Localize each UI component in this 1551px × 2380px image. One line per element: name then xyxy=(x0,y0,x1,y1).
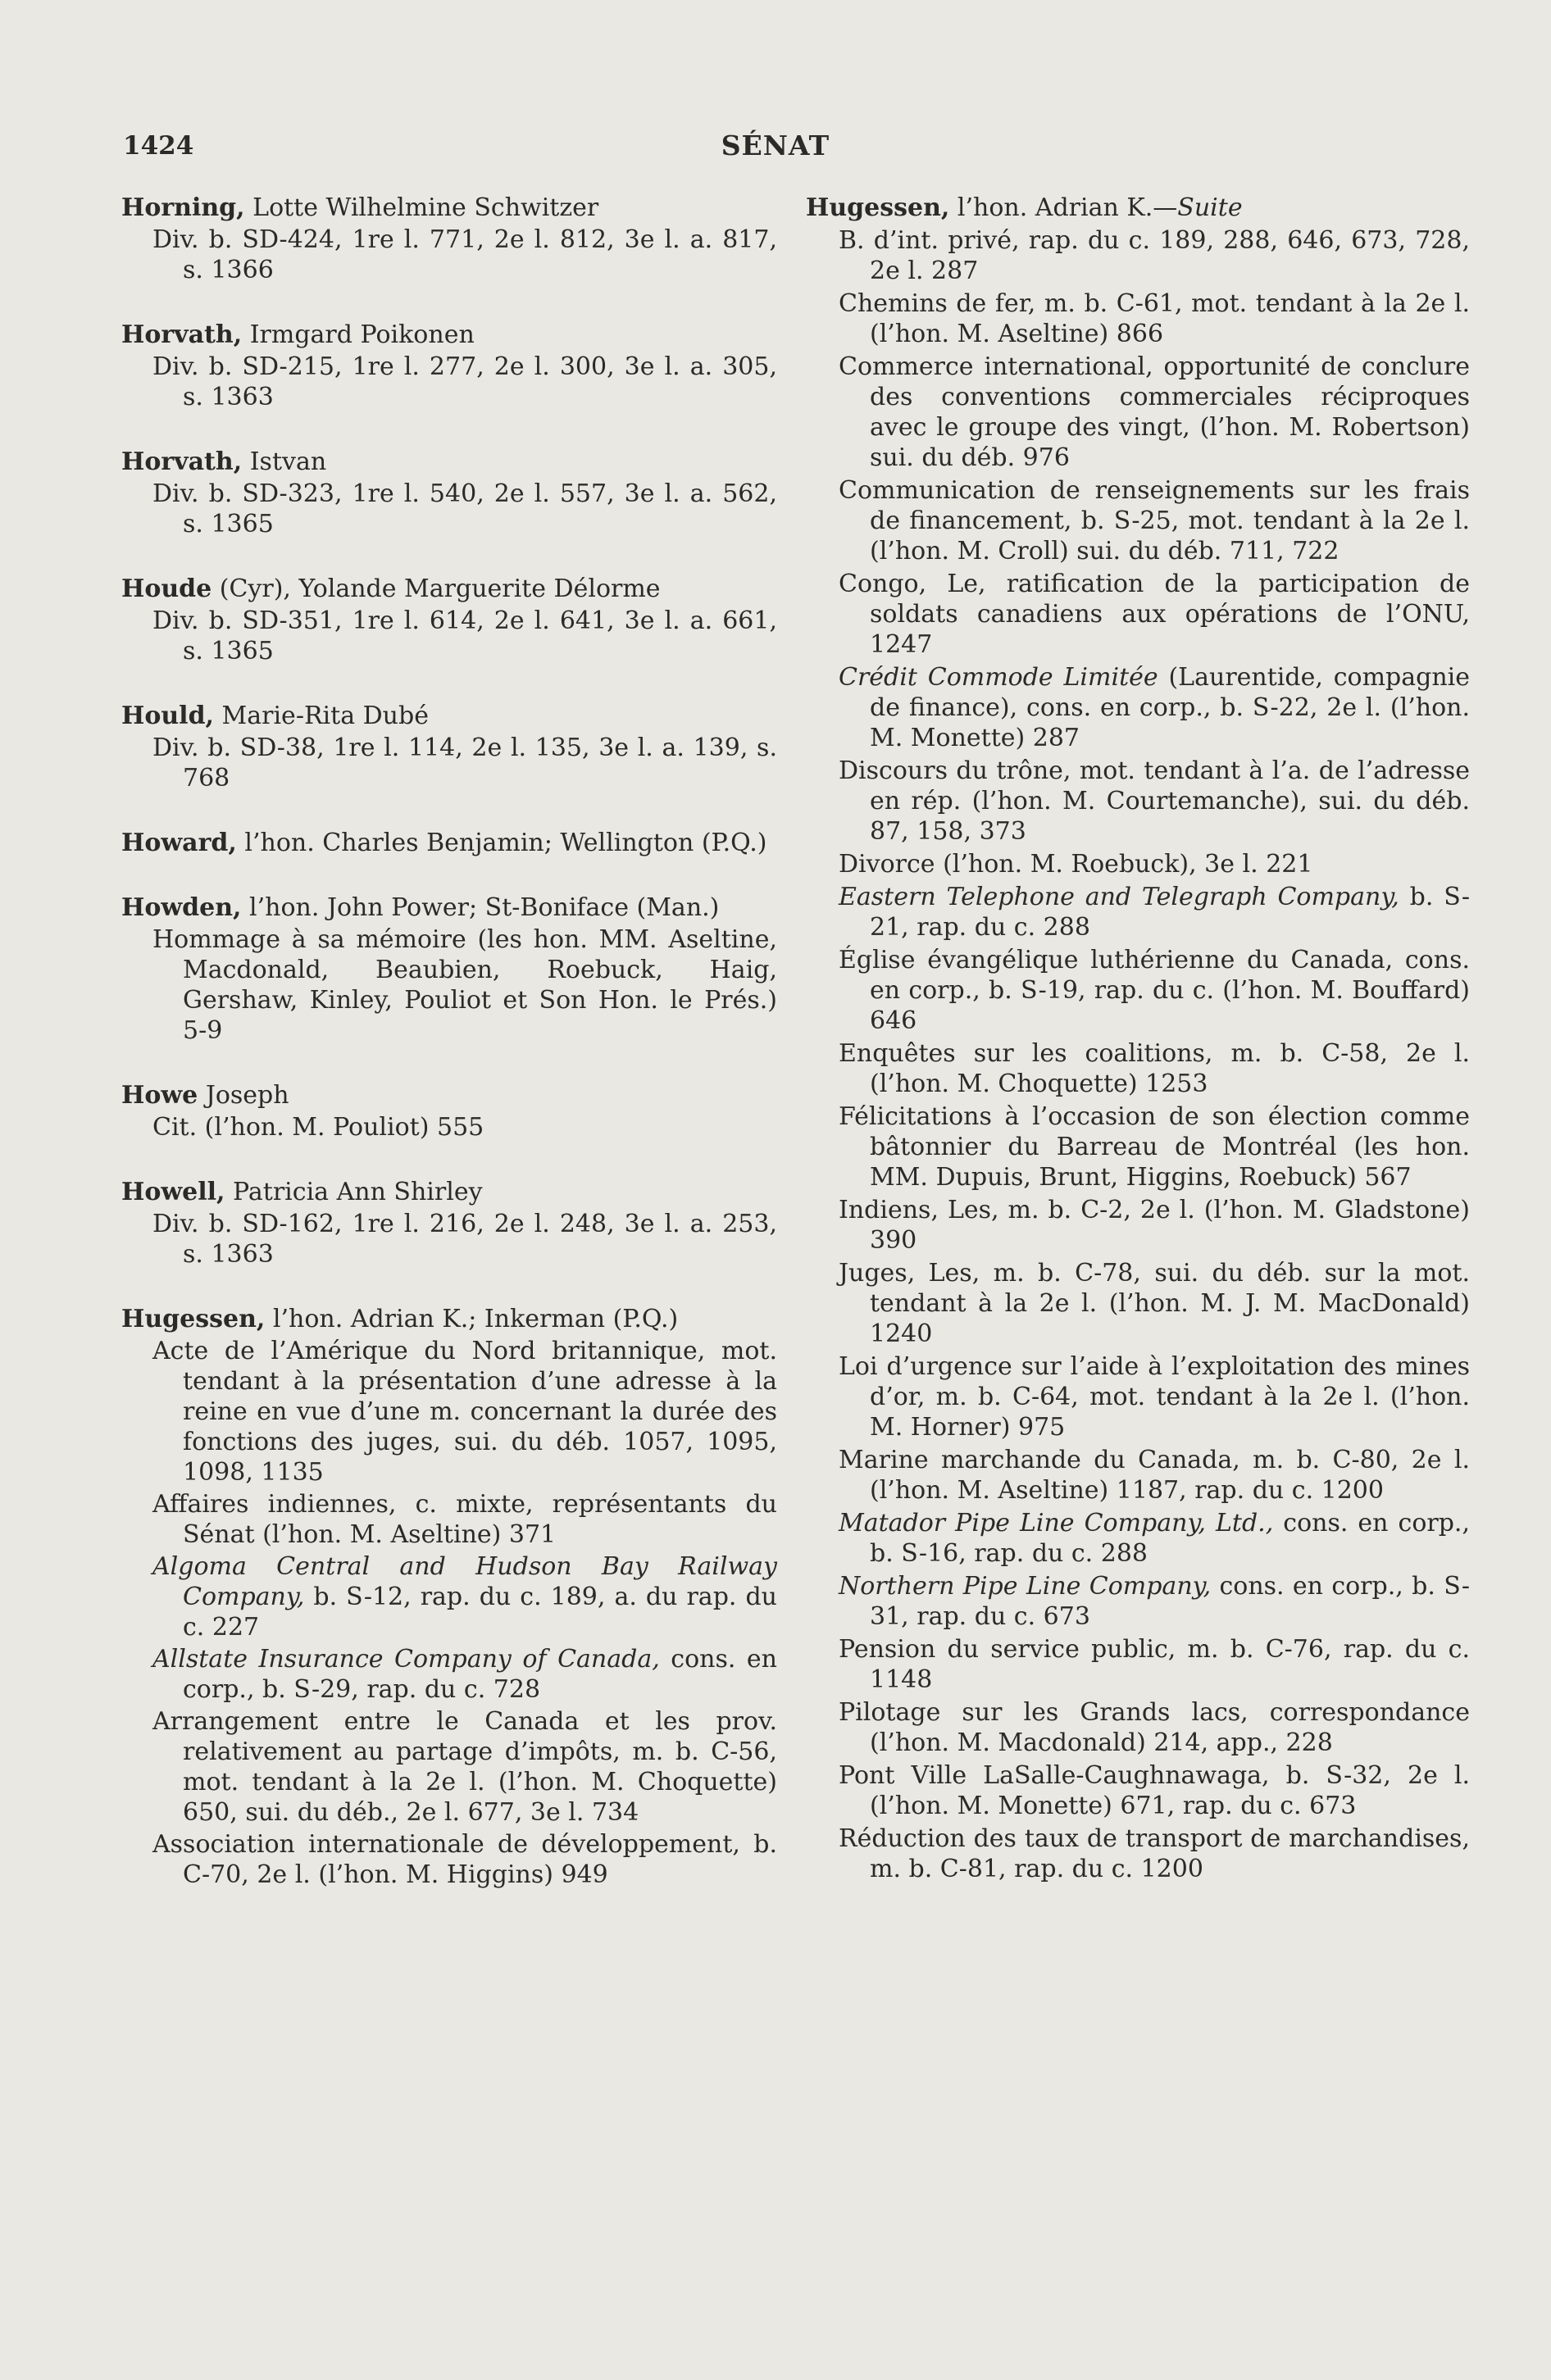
subentry-text: Divorce (l’hon. M. Roebuck), 3e l. 221 xyxy=(839,850,1313,879)
index-entry xyxy=(121,320,777,412)
subentry-text: Div. b. SD-162, 1re l. 216, 2e l. 248, 3e l. a. 253, s. 1363 xyxy=(152,1210,777,1269)
subentry-text: Affaires indiennes, c. mixte, représentants du Sénat (l’hon. M. Aseltine) 371 xyxy=(152,1490,777,1549)
entry-name: Howe xyxy=(121,1081,198,1110)
entry-heading xyxy=(121,1177,777,1207)
page-number: 1424 xyxy=(123,131,194,161)
entry-rest: Patricia Ann Shirley xyxy=(225,1178,483,1206)
entry-subentry xyxy=(121,1209,777,1269)
entry-subentry xyxy=(806,569,1470,660)
subentry-text: cons. en corp., b. S-31, rap. du c. 673 xyxy=(870,1572,1470,1631)
entry-rest: Joseph xyxy=(198,1081,289,1110)
subentry-text: Div. b. SD-351, 1re l. 614, 2e l. 641, 3e l. a. 661, s. 1365 xyxy=(152,606,777,665)
entry-name: Hould, xyxy=(121,702,214,730)
subentry-text: Communication de renseignements sur les frais de financement, b. S-25, mot. tendant à la 2e l. (l’hon. M. Croll) sui. du déb. 711, 722 xyxy=(839,476,1470,565)
subentry-italic-title: Algoma Central and Hudson Bay Railway Company, xyxy=(152,1552,777,1611)
entry-name: Howden, xyxy=(121,893,242,922)
entry-subentry xyxy=(121,1829,777,1890)
entry-heading xyxy=(121,574,777,604)
entry-subentry xyxy=(806,225,1470,286)
subentry-text: Div. b. SD-215, 1re l. 277, 2e l. 300, 3e l. a. 305, s. 1363 xyxy=(152,352,777,411)
entry-subentry xyxy=(806,882,1470,942)
entry-subentry xyxy=(121,225,777,285)
running-head: SÉNAT xyxy=(721,129,830,161)
subentry-text: Église évangélique luthérienne du Canada, cons. en corp., b. S-19, rap. du c. (l’hon. M. Bouffard) 646 xyxy=(839,946,1470,1035)
index-entry xyxy=(121,1080,777,1142)
entry-subentry xyxy=(806,352,1470,473)
subentry-italic-title: Northern Pipe Line Company, xyxy=(839,1572,1212,1601)
entry-heading xyxy=(121,828,777,858)
subentry-text: Arrangement entre le Canada et les prov. relativement au partage d’impôts, m. b. C-56, mot. tendant à la 2e l. (l’hon. M. Choquette) 650, sui. du déb., 2e l. 677, 3e l. 734 xyxy=(152,1707,777,1827)
subentry-text: Chemins de fer, m. b. C-61, mot. tendant à la 2e l. (l’hon. M. Aseltine) 866 xyxy=(839,289,1470,348)
subentry-text: Marine marchande du Canada, m. b. C-80, 2e l. (l’hon. M. Aseltine) 1187, rap. du c. 1200 xyxy=(839,1446,1470,1505)
entry-heading xyxy=(121,1304,777,1334)
entry-subentry xyxy=(121,1489,777,1550)
subentry-text: Pilotage sur les Grands lacs, correspondance (l’hon. M. Macdonald) 214, app., 228 xyxy=(839,1698,1470,1757)
entry-subentry xyxy=(806,1101,1470,1192)
subentry-text: Réduction des taux de transport de marchandises, m. b. C-81, rap. du c. 1200 xyxy=(839,1824,1470,1883)
entry-subentry xyxy=(121,606,777,666)
entry-subentry xyxy=(806,756,1470,847)
entry-heading xyxy=(121,701,777,731)
entry-subentry xyxy=(121,1112,777,1142)
entry-subentry xyxy=(806,1258,1470,1349)
entry-rest: Istvan xyxy=(242,447,327,476)
subentry-text: (Laurentide, compagnie de finance), cons. en corp., b. S-22, 2e l. (l’hon. M. Monette) 287 xyxy=(870,663,1470,752)
subentry-text: Pont Ville LaSalle-Caughnawaga, b. S-32, 2e l. (l’hon. M. Monette) 671, rap. du c. 673 xyxy=(839,1761,1470,1820)
entry-rest: Lotte Wilhelmine Schwitzer xyxy=(244,193,599,222)
subentry-italic-title: Allstate Insurance Company of Canada, xyxy=(152,1645,660,1674)
left-column xyxy=(121,193,777,1924)
entry-name: Howell, xyxy=(121,1178,225,1206)
index-entry xyxy=(121,1304,777,1890)
subentry-text: Hommage à sa mémoire (les hon. MM. Aseltine, Macdonald, Beaubien, Roebuck, Haig, Gershaw, Kinley, Pouliot et Son Hon. le Prés.) 5-9 xyxy=(152,925,777,1045)
index-entry xyxy=(121,1177,777,1269)
entry-name: Horvath, xyxy=(121,447,243,476)
index-entry xyxy=(121,447,777,539)
entry-subentry xyxy=(121,479,777,539)
entry-heading xyxy=(121,193,777,223)
subentry-text: b. S-12, rap. du c. 189, a. du rap. du c. 227 xyxy=(183,1583,777,1642)
subentry-text: Div. b. SD-38, 1re l. 114, 2e l. 135, 3e l. a. 139, s. 768 xyxy=(152,734,777,793)
entry-rest: Marie-Rita Dubé xyxy=(213,702,429,730)
entry-heading xyxy=(121,320,777,350)
entry-subentry xyxy=(806,1351,1470,1442)
entry-heading xyxy=(121,892,777,923)
subentry-text: Indiens, Les, m. b. C-2, 2e l. (l’hon. M. Gladstone) 390 xyxy=(839,1196,1470,1255)
entry-subentry xyxy=(806,1038,1470,1099)
entry-subentry xyxy=(121,352,777,412)
entry-heading xyxy=(121,447,777,477)
entry-subentry xyxy=(806,1634,1470,1695)
entry-subentry xyxy=(121,1644,777,1705)
subentry-italic-title: Matador Pipe Line Company, Ltd., xyxy=(839,1509,1274,1537)
entry-name: Horning, xyxy=(121,193,245,222)
entry-subentry xyxy=(806,1445,1470,1506)
subentry-text: Congo, Le, ratification de la participation de soldats canadiens aux opérations de l’ONU, 1247 xyxy=(839,570,1470,659)
entry-subentry xyxy=(806,475,1470,566)
subentry-text: cons. en corp., b. S-16, rap. du c. 288 xyxy=(870,1509,1470,1568)
entry-subentry xyxy=(806,1571,1470,1632)
subentry-text: Cit. (l’hon. M. Pouliot) 555 xyxy=(152,1113,484,1142)
entry-subentry xyxy=(121,733,777,793)
entry-subentry xyxy=(806,849,1470,879)
subentry-italic-title: Eastern Telephone and Telegraph Company, xyxy=(839,883,1399,911)
entry-rest: (Cyr), Yolande Marguerite Délorme xyxy=(212,575,661,603)
entry-subentry xyxy=(806,1760,1470,1821)
entry-subentry xyxy=(806,1824,1470,1884)
entry-name: Hugessen, xyxy=(806,193,950,222)
entry-subentry xyxy=(121,1551,777,1642)
subentry-italic-title: Crédit Commode Limitée xyxy=(839,663,1158,692)
entry-heading xyxy=(806,193,1470,223)
right-column xyxy=(806,193,1470,1919)
index-entry xyxy=(121,701,777,793)
entry-name: Hugessen, xyxy=(121,1305,266,1333)
subentry-text: Div. b. SD-323, 1re l. 540, 2e l. 557, 3e l. a. 562, s. 1365 xyxy=(152,479,777,538)
subentry-text: Loi d’urgence sur l’aide à l’exploitation des mines d’or, m. b. C-64, mot. tendant à la 2e l. (l’hon. M. Horner) 975 xyxy=(839,1352,1470,1442)
subentry-text: Pension du service public, m. b. C-76, rap. du c. 1148 xyxy=(839,1635,1470,1694)
entry-rest-italic: Suite xyxy=(1177,193,1243,222)
entry-subentry xyxy=(806,945,1470,1036)
entry-subentry xyxy=(806,662,1470,753)
subentry-text: Association internationale de développement, b. C-70, 2e l. (l’hon. M. Higgins) 949 xyxy=(152,1830,777,1889)
subentry-text: Acte de l’Amérique du Nord britannique, mot. tendant à la présentation d’une adresse à la reine en vue d’une m. concernant la durée des fonctions des juges, sui. du déb. 1057, 1095, 1098, 1135 xyxy=(152,1337,777,1487)
entry-rest: Irmgard Poikonen xyxy=(242,320,475,349)
subentry-text: Félicitations à l’occasion de son élection comme bâtonnier du Barreau de Montréal (les hon. MM. Dupuis, Brunt, Higgins, Roebuck) 567 xyxy=(839,1102,1470,1192)
index-entry xyxy=(806,193,1470,1884)
entry-rest: l’hon. Adrian K.; Inkerman (P.Q.) xyxy=(265,1305,679,1333)
entry-rest: l’hon. Charles Benjamin; Wellington (P.Q.) xyxy=(236,829,767,857)
entry-subentry xyxy=(121,924,777,1046)
entry-subentry xyxy=(121,1336,777,1488)
subentry-text: Discours du trône, mot. tendant à l’a. de l’adresse en rép. (l’hon. M. Courtemanche), sui. du déb. 87, 158, 373 xyxy=(839,756,1470,846)
subentry-text: Div. b. SD-424, 1re l. 771, 2e l. 812, 3e l. a. 817, s. 1366 xyxy=(152,225,777,284)
subentry-text: b. S-21, rap. du c. 288 xyxy=(870,883,1470,942)
index-entry xyxy=(121,193,777,285)
entry-name: Houde xyxy=(121,575,212,603)
entry-name: Howard, xyxy=(121,829,237,857)
index-entry xyxy=(121,892,777,1046)
entry-heading xyxy=(121,1080,777,1111)
entry-name: Horvath, xyxy=(121,320,243,349)
subentry-text: Enquêtes sur les coalitions, m. b. C-58, 2e l. (l’hon. M. Choquette) 1253 xyxy=(839,1039,1470,1098)
entry-rest: l’hon. John Power; St-Boniface (Man.) xyxy=(241,893,720,922)
entry-subentry xyxy=(806,1697,1470,1758)
subentry-text: B. d’int. privé, rap. du c. 189, 288, 646, 673, 728, 2e l. 287 xyxy=(839,226,1470,285)
subentry-text: Juges, Les, m. b. C-78, sui. du déb. sur la mot. tendant à la 2e l. (l’hon. M. J. M. MacDonald) 1240 xyxy=(839,1259,1470,1348)
entry-subentry xyxy=(121,1706,777,1828)
entry-subentry xyxy=(806,288,1470,349)
index-entry xyxy=(121,828,777,858)
entry-subentry xyxy=(806,1195,1470,1256)
subentry-text: Commerce international, opportunité de conclure des conventions commerciales réciproques avec le groupe des vingt, (l’hon. M. Robertson) sui. du déb. 976 xyxy=(839,352,1470,472)
subentry-text: cons. en corp., b. S-29, rap. du c. 728 xyxy=(183,1645,777,1704)
entry-rest: l’hon. Adrian K.— xyxy=(949,193,1178,222)
index-entry xyxy=(121,574,777,666)
entry-subentry xyxy=(806,1508,1470,1569)
